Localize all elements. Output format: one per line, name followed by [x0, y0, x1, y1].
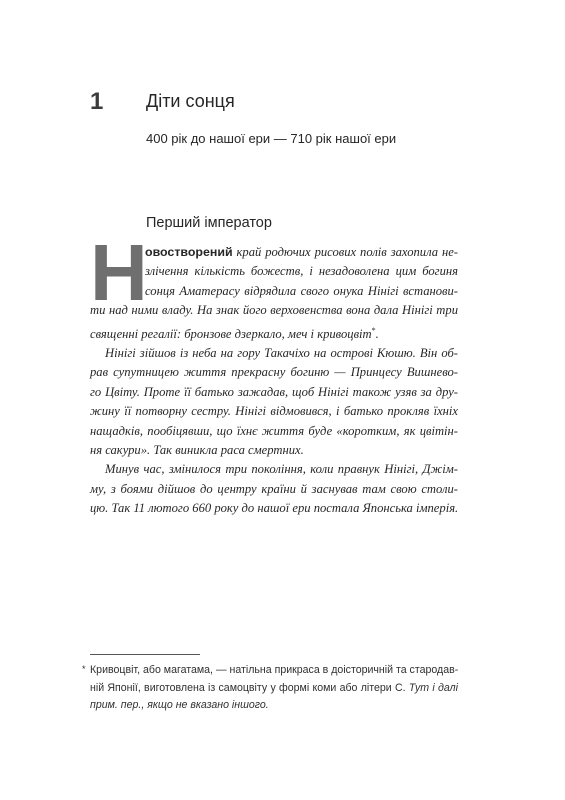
paragraph-2-line: го Цвіту. Проте її батько зажадав, щоб Нінігі також узяв за дру-	[90, 384, 458, 399]
text-span: ній Японії, виготовлена із самоцвіту у формі коми або літери С.	[90, 681, 409, 694]
paragraph-3-line: Минув час, змінилося три покоління, коли правнук Нінігі, Джім-	[105, 462, 458, 477]
paragraph-2-line: рав супутницею життя прекрасну богиню — Принцесу Вишнево-	[90, 365, 458, 380]
text-span: .	[375, 326, 379, 341]
paragraph-1-line	[90, 243, 458, 262]
chapter-title: Діти сонця	[146, 91, 235, 111]
translator-note: Тут і далі	[408, 681, 458, 694]
paragraph-2-line: ня сакури». Так виникла раса смертних.	[90, 443, 304, 458]
paragraph-3-line: цю. Так 11 лютого 660 року до нашої ери постала Японська імперія.	[90, 501, 459, 516]
chapter-date-range: 400 рік до нашої ери — 710 рік нашої ери	[146, 131, 397, 146]
footnote-line	[90, 680, 458, 698]
text-span: священні регалії: бронзове дзеркало, меч і кривоцвіт	[90, 326, 372, 341]
paragraph-2-line: жину її потворну сестру. Нінігі відмовився, і батько прокляв їхніх	[90, 404, 458, 419]
paragraph-1-line: ти над ними владу. На знак його верховенства вона дала Нінігі три	[90, 303, 458, 318]
paragraph-3-line: му, з боями дійшов до центру країни й заснував там свою столи-	[90, 481, 458, 496]
section-title: Перший імператор	[146, 215, 272, 231]
paragraph-1-line: злічення кількість божеств, і незадоволена цим богиня	[145, 264, 458, 279]
footnote-line: прим. пер., якщо не вказано іншого.	[90, 699, 269, 711]
footnote-mark: *	[82, 664, 86, 674]
text-span: край родючих рисових полів захопила не-	[232, 245, 458, 259]
footnote	[82, 662, 459, 715]
paragraph-1-line: сонця Аматерасу відрядила свого онука Нінігі встанови-	[145, 283, 458, 298]
chapter-number: 1	[90, 88, 104, 115]
paragraph-2-line: Нінігі зійшов із неба на гору Такачіхо на острові Кюшю. Він об-	[105, 346, 458, 361]
footnote-reference: *	[371, 325, 376, 335]
drop-cap: Н	[90, 228, 148, 317]
paragraph-1-line	[90, 321, 458, 344]
footnote-line: Кривоцвіт, або магатама, — натільна прикраса в доісторичній та стародав-	[90, 664, 459, 676]
footnote-divider	[90, 654, 200, 655]
lead-word: овостворений	[145, 245, 233, 259]
body-text	[90, 243, 458, 519]
paragraph-2-line: нащадків, пообіцявши, що їхнє життя буде «коротким, як цвітін-	[90, 423, 458, 438]
